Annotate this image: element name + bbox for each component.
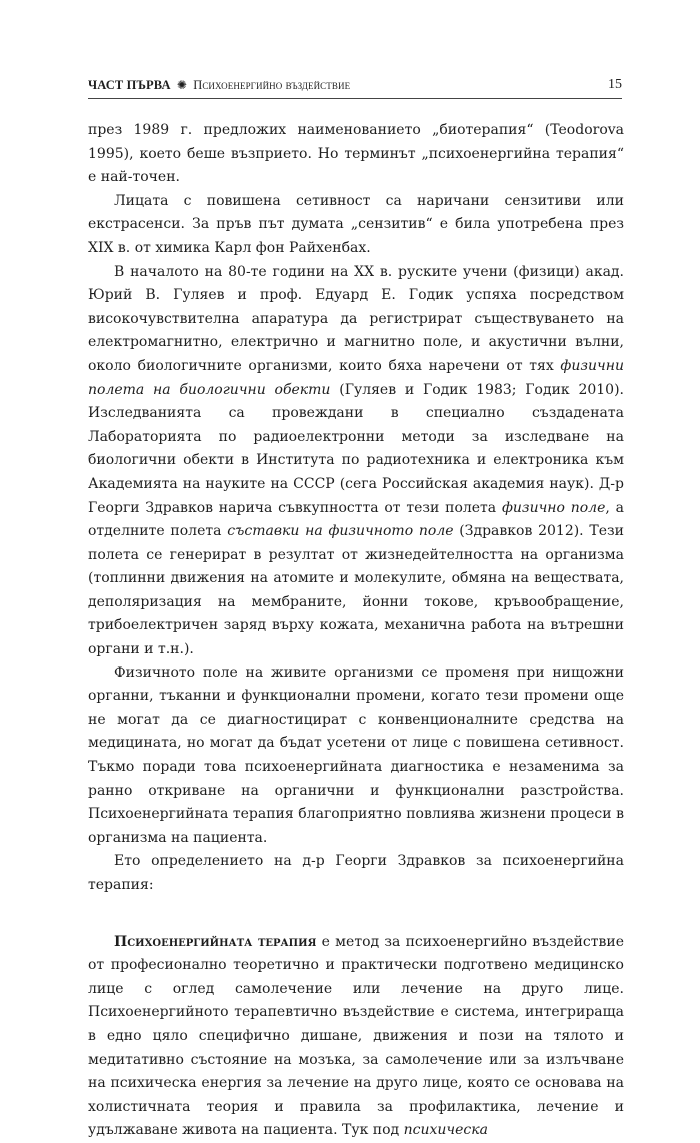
paragraph-3-emphasis-3: съставки на физичното поле — [227, 523, 454, 540]
paragraph-4 — [88, 662, 624, 851]
paragraph-5 — [88, 850, 624, 897]
definition-text: е метод за психоенергийно въздействие от професионално теоретично и практически подготвено медицинско лице с оглед самолечение или лечение на друго лице. Психоенергийното терапевтично въздействие е система, интегрираща в едно цяло специфично дишане, движения и пози на тялото и медитативно състояние на мозъка, за самолечение или за излъчване на психическа енергия за лечение на друго лице, която се основава на холистичната теория и правила за профилактика, лечение и удължаване живота на пациента. Тук под — [88, 933, 624, 1139]
definition-emphasis: психическа — [403, 1122, 488, 1139]
running-header — [88, 76, 622, 99]
page-number: 15 — [608, 77, 622, 92]
definition-term: Психоенергийната терапия — [114, 933, 317, 950]
chapter-subtitle: Психоенергийно въздействие — [193, 78, 351, 92]
paragraph-3-emphasis-1: физични полета на биологични обекти — [88, 357, 624, 398]
running-header-title — [88, 78, 350, 93]
paragraph-2 — [88, 190, 624, 261]
paragraph-1 — [88, 119, 624, 190]
paragraph-3-text-1: В началото на 80-те години на XX в. руските учени (физици) акад. Юрий В. Гуляев и проф. Едуард Е. Годик успяха посредством високочувствителна апаратура да регистрират съществуването на електромагнитно, електрично и магнитно поле, и акустични вълни, около биологичните организми, които бяха наречени от тях — [88, 263, 624, 374]
body-text — [88, 119, 624, 1143]
paragraph-3-text-3: , а отделните полета — [88, 499, 624, 540]
paragraph-2-text: Лицата с повишена сетивност са наричани сензитиви или екстрасенси. За пръв път думата „сензитив“ е била употребена през XIX в. от химика Карл фон Райхенбах. — [88, 192, 624, 256]
paragraph-3-text-2: (Гуляев и Годик 1983; Годик 2010). Изследванията са провеждани в специално създадената Лабораторията по радиоелектронни методи за изследване на биологични обекти в Института по радиотехника и електроника към Академията на науките на СССР (сега Российская академия наук). Д-р Георги Здравков нарича съвкупността от тези полета — [88, 381, 624, 516]
paragraph-3-text-4: (Здравков 2012). Тези полета се генерират в резултат от жизнедейтелността на организма (топлинни движения на атомите и молекулите, обмяна на веществата, деполяризация на мембраните, йонни токове, кръвообращение, трибоелектричен заряд върху кожата, механична работа на вътрешни органи и т.н.). — [88, 523, 624, 658]
paragraph-3 — [88, 261, 624, 662]
ornament-bullet-icon: ✺ — [176, 78, 187, 92]
paragraph-3-emphasis-2: физично поле — [501, 499, 606, 516]
part-label: ЧАСТ ПЪРВА — [88, 78, 171, 92]
paragraph-1-text: през 1989 г. предложих наименованието „биотерапия“ (Teodorova 1995), което беше възприето. Но терминът „психоенергийна терапия“ е най-точен. — [88, 122, 624, 186]
paragraph-5-text: Ето определението на д-р Георги Здравков за психоенергийна терапия: — [88, 853, 624, 893]
paragraph-4-text: Физичното поле на живите организми се променя при нищожни органни, тъканни и функционални промени, когато тези промени още не могат да се диагностицират с конвенционалните средства на медицината, но могат да бъдат усетени от лице с повишена сетивност. Тъкмо поради това психоенергийната диагностика е незаменима за ранно откриване на органични и функционални разстройства. Психоенергийната терапия благоприятно повлиява жизнени процеси в организма на пациента. — [88, 664, 624, 846]
definition-paragraph — [88, 931, 624, 1143]
